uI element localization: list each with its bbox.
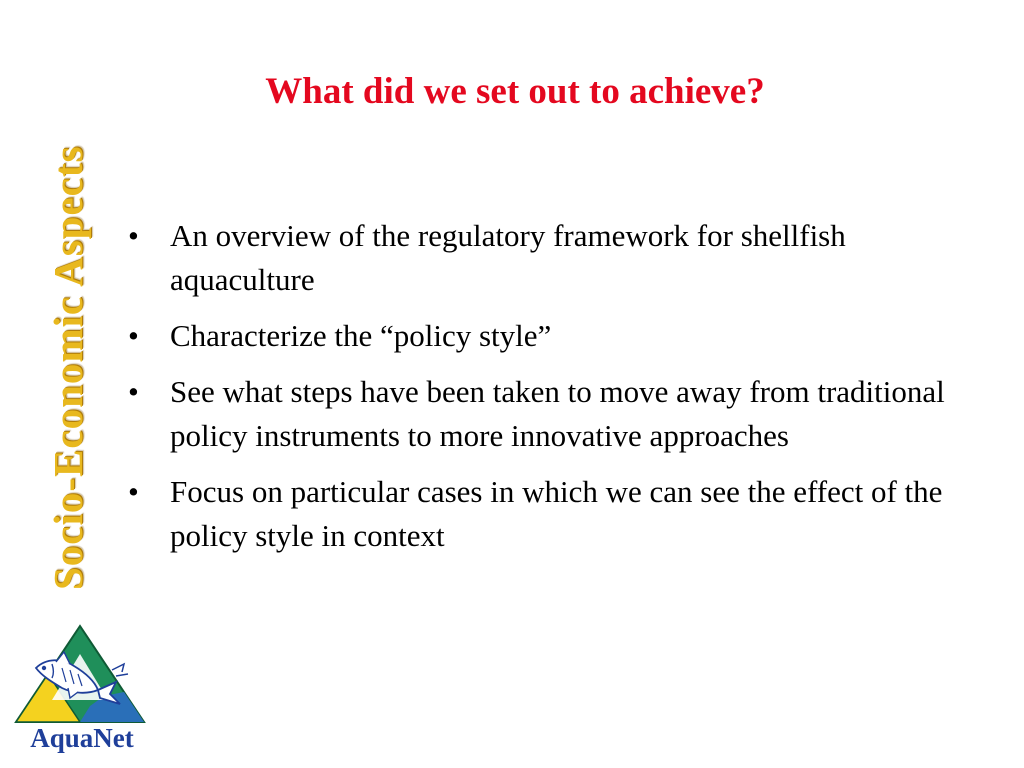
bullet-dot: • <box>128 318 139 353</box>
bullet-dot: • <box>128 218 139 253</box>
bullet-text: See what steps have been taken to move away from traditional policy instruments to more innovative approaches <box>170 374 945 453</box>
bullet-list <box>128 214 988 570</box>
side-label: Socio-Economic Aspects <box>45 145 91 590</box>
bullet-dot: • <box>128 474 139 509</box>
bullet-item <box>128 370 988 458</box>
aquanet-logo-text: AquaNet <box>30 723 134 753</box>
bullet-item <box>128 314 988 358</box>
bullet-item <box>128 214 988 302</box>
bullet-text: An overview of the regulatory framework for shellfish aquaculture <box>170 218 846 297</box>
bullet-item <box>128 470 988 558</box>
slide-title: What did we set out to achieve? <box>265 71 765 112</box>
bullet-text: Focus on particular cases in which we can see the effect of the policy style in context <box>170 474 943 553</box>
bullet-text: Characterize the “policy style” <box>170 318 552 353</box>
bullet-dot: • <box>128 374 139 409</box>
